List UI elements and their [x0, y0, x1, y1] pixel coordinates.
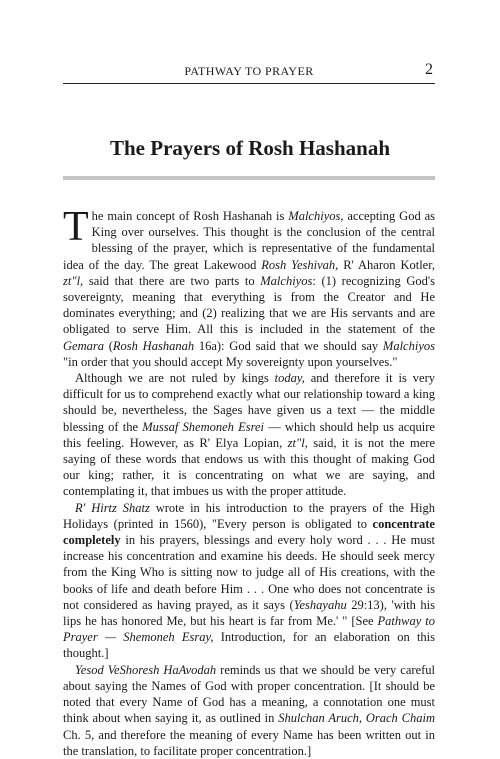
text-run: 29:13), 'with his lips he has honored Me, but his heart is far from Me.' " [See: [63, 597, 436, 629]
italic-text: Mussaf Shemoneh Esrei: [142, 419, 265, 434]
running-header-title: PATHWAY TO PRAYER: [184, 64, 314, 78]
italic-text: Yesod VeShoresh HaAvodah: [75, 662, 217, 677]
text-run: 16a): God said that we should say: [194, 338, 383, 353]
text-run: reminds us that we should be very careful about saying the Names of God with proper concentration. [It should be noted that every Name of God has a meaning, a connotation one must think about when saying it, as outlined in: [63, 662, 435, 726]
text-run: R' Aharon Kotler,: [338, 257, 435, 272]
text-run: in his prayers, blessings and every holy word . . . He must increase his concentration and examine his deeds. He should seek mercy from the King Who is sitting now to judge all of His creations, with the books of life and death before Him . . . One who does not concentrate is not considered as having prayed, as it says (: [63, 533, 435, 612]
italic-text: Malchiyos: [260, 273, 313, 288]
page-number: 2: [425, 61, 433, 78]
italic-text: Shulchan Aruch, Orach Chaim: [278, 711, 435, 726]
text-run: Introduction, for an elaboration on this thought.]: [63, 630, 436, 661]
italic-text: Pathway to Prayer — Shemoneh Esray,: [63, 614, 435, 645]
italic-text: Malchiyos: [382, 338, 435, 353]
text-run: Although we are not ruled by kings: [75, 371, 275, 386]
text-run: "in order that you should accept My sovereignty upon yourselves.": [63, 354, 398, 369]
italic-text: Rosh Hashanah: [112, 338, 195, 353]
paragraph: [63, 500, 435, 662]
text-run: — which should help us acquire this feeling. However, as R' Elya Lopian,: [63, 419, 435, 450]
paragraph: [63, 662, 435, 759]
bold-text: concentrate completely: [63, 516, 435, 548]
text-run: : (1) recognizing God's sovereignty, meaning that everything is from the Creator and He dominates everything; and (2) realizing that we are His servants and are obligated to serve Him. All this is included in the statement of the: [63, 273, 435, 337]
drop-cap: T: [63, 204, 89, 250]
italic-text: zt"l,: [287, 435, 308, 450]
text-run: said, it is not the mere saying of these words that endows us with this thought of making God our king; rather, it is concentrating on what we are saying, and contemplating it, that imbues us with the proper attitude.: [63, 435, 435, 499]
text-run: and therefore it is very difficult for us to comprehend exactly what our relationship toward a king should be, nevertheless, the Sages have given us a text — the middle blessing of the: [63, 371, 435, 434]
italic-text: Rosh Yeshivah,: [261, 257, 339, 272]
body-text: [63, 204, 436, 759]
italic-text: Malchiyos,: [288, 209, 344, 223]
text-run: wrote in his introduction to the prayers of the High Holidays (printed in 1560), "Every person is obligated to: [63, 500, 435, 531]
title-divider: [63, 176, 435, 180]
italic-text: today,: [274, 371, 305, 386]
text-run: accepting God as King over ourselves. This thought is the conclusion of the central blessing of the prayer, which is representative of the fundamental idea of the day. The great Lakewood: [63, 209, 435, 272]
chapter-title: The Prayers of Rosh Hashanah: [109, 136, 391, 160]
text-run: said that there are two parts to: [83, 273, 261, 288]
paragraph: [63, 204, 435, 370]
italic-text: zt"l,: [63, 273, 84, 288]
text-run: he main concept of Rosh Hashanah is: [91, 209, 289, 223]
running-header: [63, 61, 435, 84]
italic-text: Yeshayahu: [293, 597, 347, 612]
text-run: (: [103, 338, 113, 353]
text-run: Ch. 5, and therefore the meaning of every Name has been written out in the translation, to facilitate proper concentration.]: [63, 727, 435, 758]
italic-text: R' Hirtz Shatz: [75, 500, 150, 515]
paragraph: [63, 370, 435, 500]
italic-text: Gemara: [63, 338, 104, 353]
